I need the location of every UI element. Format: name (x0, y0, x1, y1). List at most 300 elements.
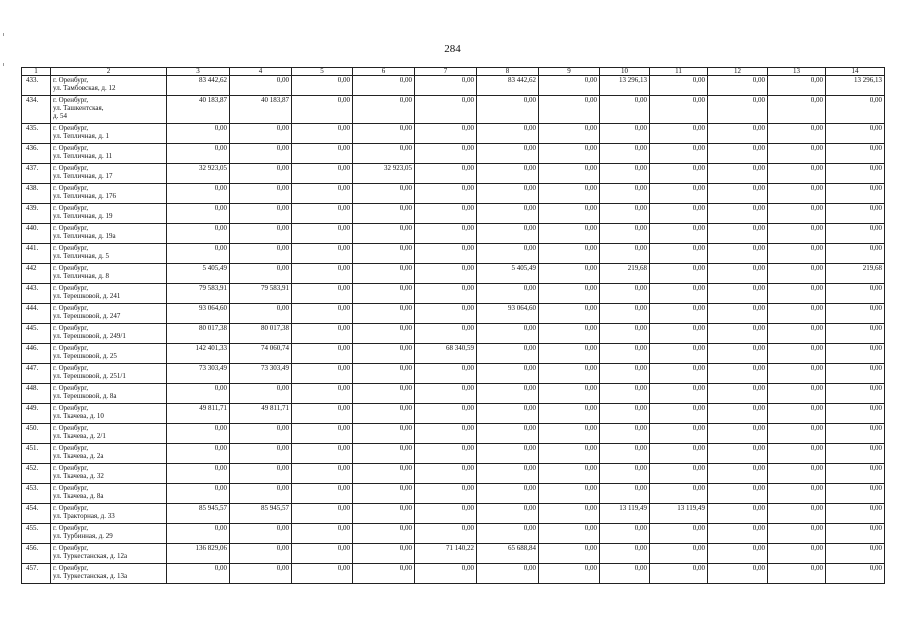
value-cell: 0,00 (167, 524, 230, 544)
value-cell: 0,00 (353, 424, 415, 444)
row-number: 448. (22, 384, 51, 404)
row-number: 453. (22, 484, 51, 504)
address-cell (51, 464, 167, 484)
value-cell: 0,00 (826, 184, 885, 204)
address-line: ул. Ткачева, д. 2/1 (53, 432, 106, 440)
row-number: 444. (22, 304, 51, 324)
value-cell: 0,00 (415, 96, 477, 124)
value-cell: 0,00 (415, 464, 477, 484)
address-line: г. Оренбург, (53, 144, 89, 152)
value-cell: 0,00 (539, 264, 600, 284)
value-cell: 0,00 (292, 364, 353, 384)
value-cell: 0,00 (353, 124, 415, 144)
value-cell: 0,00 (292, 144, 353, 164)
value-cell: 0,00 (477, 144, 539, 164)
value-cell: 0,00 (230, 76, 292, 96)
value-cell: 0,00 (600, 344, 650, 364)
value-cell: 0,00 (353, 364, 415, 384)
value-cell: 0,00 (477, 324, 539, 344)
value-cell: 0,00 (415, 484, 477, 504)
value-cell: 0,00 (650, 304, 708, 324)
value-cell: 40 183,87 (230, 96, 292, 124)
value-cell: 0,00 (600, 404, 650, 424)
value-cell: 0,00 (650, 544, 708, 564)
address-line: г. Оренбург, (53, 424, 89, 432)
address-line: г. Оренбург, (53, 464, 89, 472)
value-cell: 0,00 (650, 96, 708, 124)
value-cell: 0,00 (292, 96, 353, 124)
value-cell: 0,00 (477, 444, 539, 464)
value-cell: 0,00 (167, 384, 230, 404)
value-cell: 0,00 (292, 384, 353, 404)
value-cell: 0,00 (353, 344, 415, 364)
value-cell: 0,00 (415, 444, 477, 464)
address-cell (51, 564, 167, 584)
value-cell: 0,00 (539, 244, 600, 264)
value-cell: 0,00 (353, 264, 415, 284)
column-header: 13 (768, 68, 826, 76)
value-cell: 0,00 (353, 544, 415, 564)
value-cell: 0,00 (477, 424, 539, 444)
value-cell: 0,00 (292, 304, 353, 324)
value-cell: 0,00 (600, 524, 650, 544)
value-cell: 0,00 (600, 284, 650, 304)
value-cell: 0,00 (708, 164, 768, 184)
address-cell (51, 384, 167, 404)
value-cell: 0,00 (768, 564, 826, 584)
table-row (22, 224, 885, 244)
address-line: г. Оренбург, (53, 304, 89, 312)
row-number: 447. (22, 364, 51, 384)
value-cell: 0,00 (167, 124, 230, 144)
value-cell: 0,00 (650, 264, 708, 284)
value-cell: 0,00 (600, 384, 650, 404)
value-cell: 0,00 (477, 224, 539, 244)
value-cell: 0,00 (600, 164, 650, 184)
value-cell: 0,00 (539, 184, 600, 204)
value-cell: 0,00 (477, 484, 539, 504)
value-cell: 0,00 (539, 464, 600, 484)
value-cell: 0,00 (539, 564, 600, 584)
address-cell (51, 404, 167, 424)
value-cell: 0,00 (353, 484, 415, 504)
value-cell: 79 583,91 (167, 284, 230, 304)
value-cell: 0,00 (230, 244, 292, 264)
value-cell: 0,00 (650, 364, 708, 384)
value-cell: 0,00 (768, 424, 826, 444)
value-cell: 0,00 (415, 364, 477, 384)
value-cell: 13 119,49 (600, 504, 650, 524)
column-header: 5 (292, 68, 353, 76)
address-cell (51, 424, 167, 444)
address-cell (51, 284, 167, 304)
value-cell: 73 303,49 (230, 364, 292, 384)
address-cell (51, 164, 167, 184)
value-cell: 0,00 (708, 124, 768, 144)
value-cell: 0,00 (292, 504, 353, 524)
value-cell: 0,00 (167, 484, 230, 504)
address-cell (51, 184, 167, 204)
table-row (22, 344, 885, 364)
value-cell: 0,00 (650, 384, 708, 404)
table-row (22, 144, 885, 164)
value-cell: 0,00 (600, 144, 650, 164)
data-table (21, 67, 885, 584)
column-header: 4 (230, 68, 292, 76)
row-number: 433. (22, 76, 51, 96)
value-cell: 0,00 (292, 164, 353, 184)
value-cell: 0,00 (768, 504, 826, 524)
address-line: г. Оренбург, (53, 264, 89, 272)
table-row (22, 444, 885, 464)
address-line: г. Оренбург, (53, 244, 89, 252)
value-cell: 0,00 (415, 144, 477, 164)
table-row (22, 524, 885, 544)
address-line: г. Оренбург, (53, 324, 89, 332)
address-line: ул. Тепличная, д. 19 (53, 212, 113, 220)
value-cell: 0,00 (708, 264, 768, 284)
row-number: 438. (22, 184, 51, 204)
address-line: г. Оренбург, (53, 544, 89, 552)
value-cell: 0,00 (230, 524, 292, 544)
value-cell: 0,00 (826, 504, 885, 524)
value-cell: 0,00 (768, 404, 826, 424)
value-cell: 13 296,13 (826, 76, 885, 96)
address-line: ул. Терешковой, д. 251/1 (53, 372, 126, 380)
value-cell: 0,00 (539, 484, 600, 504)
value-cell: 0,00 (708, 184, 768, 204)
margin-mark (3, 63, 4, 66)
value-cell: 93 064,60 (477, 304, 539, 324)
value-cell: 0,00 (826, 544, 885, 564)
value-cell: 80 017,38 (167, 324, 230, 344)
value-cell: 0,00 (826, 96, 885, 124)
value-cell: 0,00 (600, 564, 650, 584)
value-cell: 0,00 (415, 304, 477, 324)
column-header: 8 (477, 68, 539, 76)
value-cell: 0,00 (230, 484, 292, 504)
value-cell: 0,00 (708, 204, 768, 224)
value-cell: 136 829,06 (167, 544, 230, 564)
value-cell: 0,00 (708, 484, 768, 504)
value-cell: 0,00 (768, 344, 826, 364)
value-cell: 0,00 (826, 164, 885, 184)
address-cell (51, 76, 167, 96)
value-cell: 0,00 (353, 524, 415, 544)
value-cell: 0,00 (292, 544, 353, 564)
value-cell: 0,00 (600, 244, 650, 264)
address-line: г. Оренбург, (53, 484, 89, 492)
value-cell: 0,00 (826, 144, 885, 164)
address-line: ул. Тракторная, д. 33 (53, 512, 115, 520)
value-cell: 0,00 (415, 184, 477, 204)
address-line: ул. Терешковой, д. 247 (53, 312, 121, 320)
table-row (22, 184, 885, 204)
address-line: г. Оренбург, (53, 284, 89, 292)
value-cell: 0,00 (230, 544, 292, 564)
value-cell: 0,00 (539, 124, 600, 144)
value-cell: 0,00 (353, 184, 415, 204)
address-line: г. Оренбург, (53, 404, 89, 412)
value-cell: 0,00 (415, 504, 477, 524)
table-row (22, 244, 885, 264)
value-cell: 0,00 (167, 204, 230, 224)
value-cell: 0,00 (768, 244, 826, 264)
value-cell: 0,00 (708, 284, 768, 304)
value-cell: 0,00 (230, 464, 292, 484)
address-line: ул. Тепличная, д. 17 (53, 172, 113, 180)
value-cell: 0,00 (768, 444, 826, 464)
table-row (22, 404, 885, 424)
row-number: 454. (22, 504, 51, 524)
address-line: ул. Туркестанская, д. 13а (53, 572, 128, 580)
value-cell: 0,00 (477, 184, 539, 204)
value-cell: 0,00 (826, 304, 885, 324)
value-cell: 0,00 (826, 324, 885, 344)
value-cell: 0,00 (650, 484, 708, 504)
value-cell: 0,00 (768, 96, 826, 124)
value-cell: 0,00 (650, 164, 708, 184)
value-cell: 0,00 (415, 284, 477, 304)
column-header: 1 (22, 68, 51, 76)
value-cell: 0,00 (768, 144, 826, 164)
value-cell: 0,00 (353, 464, 415, 484)
value-cell: 0,00 (477, 284, 539, 304)
value-cell: 0,00 (477, 524, 539, 544)
value-cell: 0,00 (650, 124, 708, 144)
value-cell: 0,00 (167, 144, 230, 164)
value-cell: 0,00 (768, 324, 826, 344)
value-cell: 0,00 (415, 324, 477, 344)
address-line: г. Оренбург, (53, 524, 89, 532)
value-cell: 83 442,62 (167, 76, 230, 96)
value-cell: 0,00 (292, 404, 353, 424)
address-cell (51, 444, 167, 464)
value-cell: 0,00 (600, 464, 650, 484)
table-row (22, 96, 885, 124)
value-cell: 0,00 (826, 224, 885, 244)
value-cell: 0,00 (768, 304, 826, 324)
value-cell: 0,00 (415, 404, 477, 424)
address-cell (51, 96, 167, 124)
row-number: 436. (22, 144, 51, 164)
address-cell (51, 224, 167, 244)
value-cell: 0,00 (167, 244, 230, 264)
row-number: 456. (22, 544, 51, 564)
value-cell: 0,00 (477, 344, 539, 364)
value-cell: 0,00 (353, 324, 415, 344)
row-number: 450. (22, 424, 51, 444)
value-cell: 0,00 (353, 404, 415, 424)
value-cell: 0,00 (353, 204, 415, 224)
address-line: г. Оренбург, (53, 564, 89, 572)
row-number: 445. (22, 324, 51, 344)
table-row (22, 76, 885, 96)
value-cell: 0,00 (600, 424, 650, 444)
value-cell: 0,00 (650, 324, 708, 344)
value-cell: 13 119,49 (650, 504, 708, 524)
column-header: 12 (708, 68, 768, 76)
value-cell: 0,00 (600, 364, 650, 384)
address-line: г. Оренбург, (53, 96, 89, 104)
value-cell: 0,00 (230, 184, 292, 204)
value-cell: 0,00 (826, 444, 885, 464)
row-number: 443. (22, 284, 51, 304)
value-cell: 0,00 (650, 424, 708, 444)
value-cell: 5 405,49 (167, 264, 230, 284)
value-cell: 0,00 (415, 244, 477, 264)
table-row (22, 264, 885, 284)
value-cell: 0,00 (650, 404, 708, 424)
value-cell: 0,00 (768, 364, 826, 384)
value-cell: 0,00 (230, 424, 292, 444)
row-number: 442 (22, 264, 51, 284)
value-cell: 0,00 (708, 404, 768, 424)
value-cell: 0,00 (167, 424, 230, 444)
value-cell: 0,00 (292, 564, 353, 584)
value-cell: 219,68 (826, 264, 885, 284)
address-line: г. Оренбург, (53, 164, 89, 172)
value-cell: 0,00 (230, 224, 292, 244)
table-row (22, 384, 885, 404)
value-cell: 85 945,57 (230, 504, 292, 524)
value-cell: 0,00 (292, 264, 353, 284)
table-row (22, 364, 885, 384)
value-cell: 0,00 (353, 384, 415, 404)
address-cell (51, 524, 167, 544)
value-cell: 0,00 (650, 184, 708, 204)
value-cell: 0,00 (292, 344, 353, 364)
column-header: 7 (415, 68, 477, 76)
value-cell: 0,00 (292, 124, 353, 144)
row-number: 440. (22, 224, 51, 244)
value-cell: 0,00 (708, 444, 768, 464)
value-cell: 80 017,38 (230, 324, 292, 344)
value-cell: 0,00 (826, 384, 885, 404)
value-cell: 0,00 (539, 164, 600, 184)
header-row (22, 68, 885, 76)
value-cell: 0,00 (708, 464, 768, 484)
value-cell: 0,00 (292, 224, 353, 244)
value-cell: 71 140,22 (415, 544, 477, 564)
value-cell: 0,00 (768, 484, 826, 504)
value-cell: 0,00 (230, 444, 292, 464)
row-number: 437. (22, 164, 51, 184)
row-number: 441. (22, 244, 51, 264)
value-cell: 0,00 (477, 124, 539, 144)
value-cell: 0,00 (477, 504, 539, 524)
value-cell: 219,68 (600, 264, 650, 284)
address-line: ул. Тепличная, д. 19а (53, 232, 116, 240)
value-cell: 0,00 (768, 264, 826, 284)
row-number: 446. (22, 344, 51, 364)
address-line: г. Оренбург, (53, 344, 89, 352)
value-cell: 0,00 (708, 564, 768, 584)
table-row (22, 164, 885, 184)
value-cell: 0,00 (600, 204, 650, 224)
value-cell: 0,00 (539, 424, 600, 444)
value-cell: 0,00 (167, 224, 230, 244)
column-header: 2 (51, 68, 167, 76)
value-cell: 0,00 (353, 284, 415, 304)
table-body (22, 76, 885, 584)
value-cell: 65 688,84 (477, 544, 539, 564)
value-cell: 0,00 (768, 224, 826, 244)
address-line: г. Оренбург, (53, 504, 89, 512)
table-row (22, 504, 885, 524)
value-cell: 0,00 (292, 204, 353, 224)
value-cell: 49 811,71 (230, 404, 292, 424)
value-cell: 0,00 (826, 344, 885, 364)
value-cell: 0,00 (230, 124, 292, 144)
value-cell: 0,00 (826, 284, 885, 304)
value-cell: 0,00 (650, 284, 708, 304)
address-cell (51, 544, 167, 564)
value-cell: 0,00 (539, 96, 600, 124)
value-cell: 0,00 (415, 164, 477, 184)
value-cell: 0,00 (826, 124, 885, 144)
value-cell: 0,00 (708, 324, 768, 344)
value-cell: 0,00 (415, 76, 477, 96)
address-line: ул. Ташкентская, (53, 104, 104, 112)
value-cell: 0,00 (600, 184, 650, 204)
value-cell: 0,00 (539, 544, 600, 564)
address-cell (51, 124, 167, 144)
address-line: ул. Ткачева, д. 2а (53, 452, 104, 460)
value-cell: 0,00 (539, 524, 600, 544)
address-line: г. Оренбург, (53, 384, 89, 392)
value-cell: 0,00 (415, 424, 477, 444)
address-cell (51, 144, 167, 164)
address-line: ул. Туркестанская, д. 12а (53, 552, 128, 560)
address-line: ул. Ткачева, д. 32 (53, 472, 104, 480)
value-cell: 0,00 (768, 124, 826, 144)
address-cell (51, 364, 167, 384)
value-cell: 0,00 (650, 344, 708, 364)
value-cell: 0,00 (539, 76, 600, 96)
value-cell: 0,00 (708, 96, 768, 124)
value-cell: 0,00 (708, 76, 768, 96)
address-line: ул. Терешковой, д. 241 (53, 292, 121, 300)
value-cell: 0,00 (650, 244, 708, 264)
table-row (22, 124, 885, 144)
value-cell: 0,00 (353, 504, 415, 524)
value-cell: 0,00 (708, 504, 768, 524)
value-cell: 0,00 (539, 344, 600, 364)
table-row (22, 424, 885, 444)
column-header: 6 (353, 68, 415, 76)
address-line: ул. Тепличная, д. 8 (53, 272, 109, 280)
value-cell: 0,00 (650, 564, 708, 584)
column-header: 3 (167, 68, 230, 76)
address-line: г. Оренбург, (53, 444, 89, 452)
value-cell: 0,00 (477, 404, 539, 424)
value-cell: 0,00 (826, 424, 885, 444)
value-cell: 0,00 (826, 484, 885, 504)
address-line: г. Оренбург, (53, 76, 89, 84)
value-cell: 0,00 (230, 564, 292, 584)
value-cell: 5 405,49 (477, 264, 539, 284)
value-cell: 32 923,05 (353, 164, 415, 184)
address-line: г. Оренбург, (53, 184, 89, 192)
value-cell: 0,00 (539, 284, 600, 304)
value-cell: 0,00 (167, 444, 230, 464)
value-cell: 0,00 (826, 524, 885, 544)
page-number: 284 (444, 43, 461, 55)
value-cell: 0,00 (539, 304, 600, 324)
value-cell: 83 442,62 (477, 76, 539, 96)
value-cell: 0,00 (768, 524, 826, 544)
